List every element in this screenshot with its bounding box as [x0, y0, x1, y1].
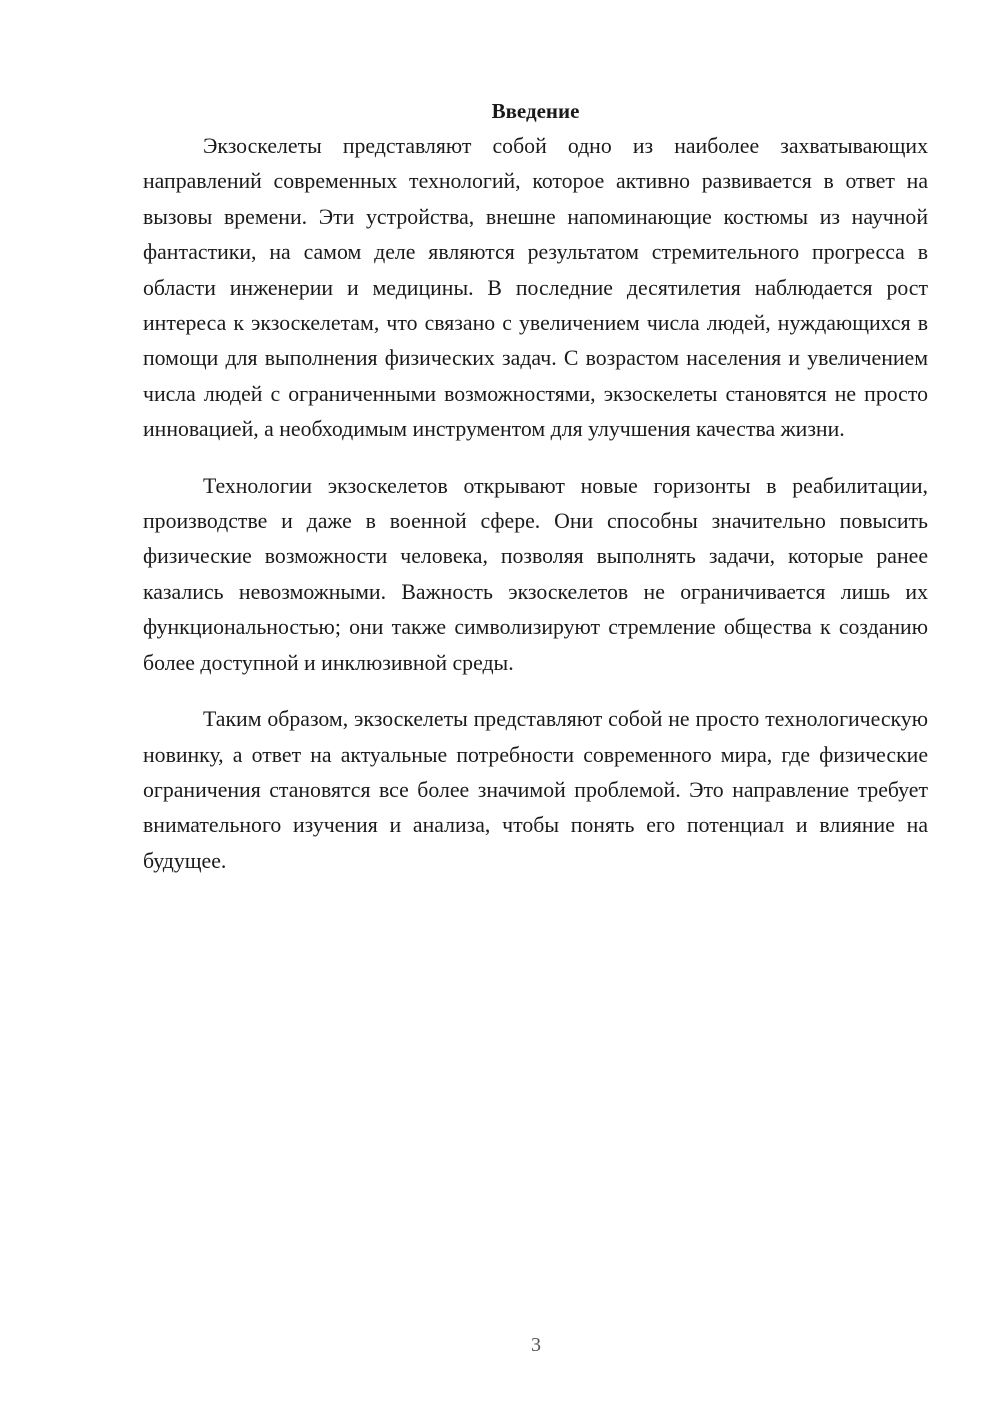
paragraph-intro: Экзоскелеты представляют собой одно из наиболее захватывающих направлений современных технологий, которое активно развивается в ответ на вызовы времени. Эти устройства, внешне напоминающие костюмы из научной фантастики, на самом деле являются результатом стремительного прогресса в области инженерии и медицины. В последние десятилетия наблюдается рост интереса к экзоскелетам, что связано с увеличением числа людей, нуждающихся в помощи для выполнения физических задач. С возрастом населения и увеличением числа людей с ограниченными возможностями, экзоскелеты становятся не просто инновацией, а необходимым инструментом для улучшения качества жизни. [143, 134, 928, 442]
page-number: 3 [531, 1334, 541, 1356]
section-title: Введение [491, 99, 580, 123]
paragraph-technologies: Технологии экзоскелетов открывают новые горизонты в реабилитации, производстве и даже в военной сфере. Они способны значительно повысить физические возможности человека, позволяя выполнять задачи, которые ранее казались невозможными. Важность экзоскелетов не ограничивается лишь их функциональностью; они также символизируют стремление общества к созданию более доступной и инклюзивной среды. [143, 473, 928, 675]
paragraph-conclusion: Таким образом, экзоскелеты представляют собой не просто технологическую новинку, а ответ на актуальные потребности современного мира, где физические ограничения становятся все более значимой проблемой. Это направление требует внимательного изучения и анализа, чтобы понять его потенциал и влияние на будущее. [143, 707, 928, 873]
page-content [143, 96, 928, 900]
